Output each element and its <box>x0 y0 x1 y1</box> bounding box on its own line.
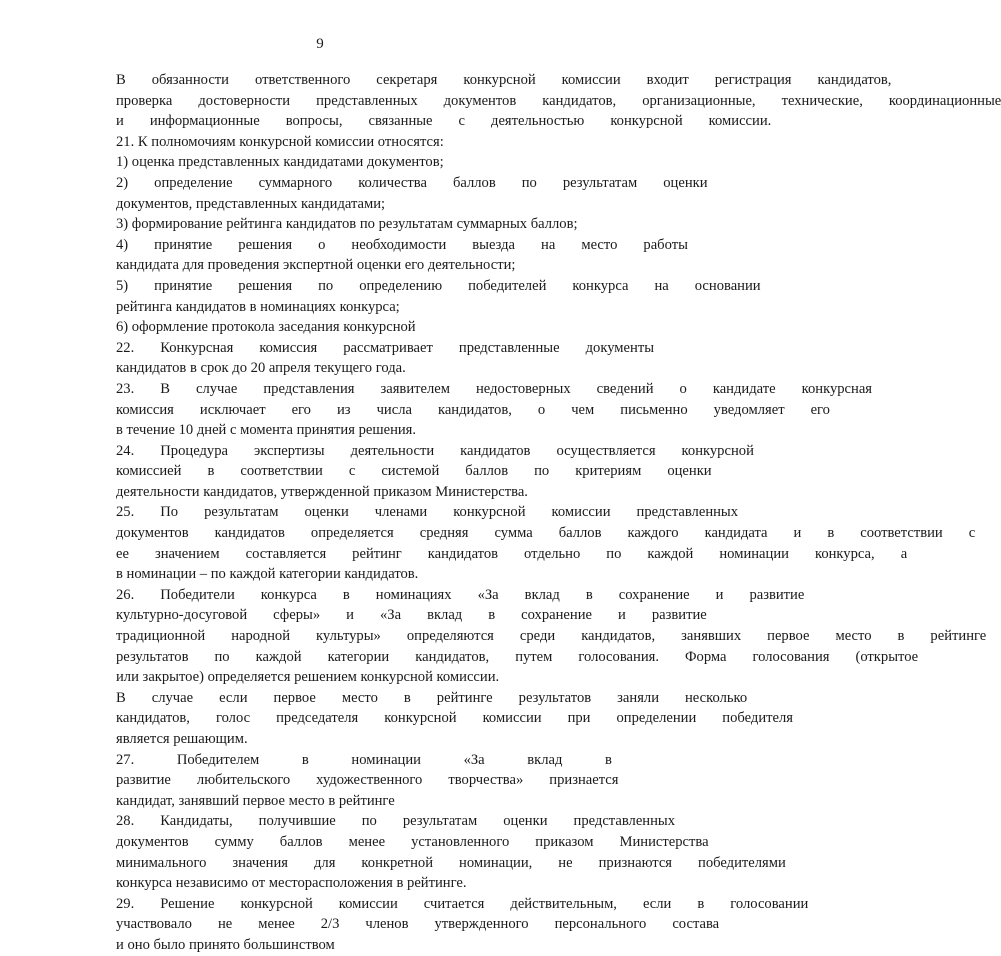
text-line: 25. По результатам оценки членами конкурсной комиссии представленных <box>116 504 739 521</box>
paragraph-26 <box>90 585 987 688</box>
paragraph-21-item-5 <box>90 276 761 317</box>
text-line: минимального значения для конкретной номинации, не признаются победителями <box>116 854 786 871</box>
text-line: деятельности кандидатов, утвержденной приказом Министерства. <box>116 483 528 500</box>
paragraph-23 <box>90 379 873 441</box>
text-line: комиссия исключает его из числа кандидатов, о чем письменно уведомляет его <box>116 401 830 418</box>
paragraph-24 <box>90 441 754 503</box>
page-number: 9 <box>316 36 324 52</box>
text-line: проверка достоверности представленных документов кандидатов, организационные, технические, координационные <box>116 92 1001 109</box>
paragraph-21-item-2 <box>90 173 708 214</box>
text-line: ее значением составляется рейтинг кандидатов отдельно по каждой номинации конкурса, а <box>116 545 908 562</box>
paragraph-21-item-6 <box>90 317 612 338</box>
text-line: результатов по каждой категории кандидатов, путем голосования. Форма голосования (открытое <box>116 648 919 665</box>
paragraph-21-item-4 <box>90 235 688 276</box>
text-line: 21. К полномочиям конкурсной комиссии относятся: <box>116 133 444 150</box>
paragraph-28 <box>90 811 786 893</box>
text-line: В случае если первое место в рейтинге результатов заняли несколько <box>116 689 748 706</box>
text-line: документов кандидатов определяется средняя сумма баллов каждого кандидата и в соответствии с <box>116 525 976 542</box>
text-line: конкурса независимо от месторасположения в рейтинге. <box>116 875 467 892</box>
text-line: рейтинга кандидатов в номинациях конкурса; <box>116 298 400 315</box>
text-line: 1) оценка представленных кандидатами документов; <box>116 154 444 171</box>
paragraph-25 <box>90 502 976 584</box>
text-line: 23. В случае представления заявителем недостоверных сведений о кандидате конкурсная <box>116 380 873 397</box>
paragraph-21 <box>90 132 612 153</box>
paragraph-21-item-1 <box>90 152 612 173</box>
text-line: 5) принятие решения по определению победителей конкурса на основании <box>116 277 761 294</box>
text-line: и оно было принято большинством <box>116 936 335 953</box>
text-line: участвовало не менее 2/3 членов утвержденного персонального состава <box>116 916 720 933</box>
text-line: комиссией в соответствии с системой баллов по критериям оценки <box>116 463 712 480</box>
text-line: 3) формирование рейтинга кандидатов по результатам суммарных баллов; <box>116 216 578 233</box>
text-line: кандидатов, голос председателя конкурсной комиссии при определении победителя <box>116 710 793 727</box>
text-line: культурно-досуговой сферы» и «За вклад в сохранение и развитие <box>116 607 707 624</box>
text-line: или закрытое) определяется решением конкурсной комиссии. <box>116 669 500 686</box>
text-line: 26. Победители конкурса в номинациях «За вклад в сохранение и развитие <box>116 586 805 603</box>
text-line: в номинации – по каждой категории кандидатов. <box>116 566 419 583</box>
text-line: 24. Процедура экспертизы деятельности кандидатов осуществляется конкурсной <box>116 442 754 459</box>
paragraph-22 <box>90 338 655 379</box>
text-line: 28. Кандидаты, получившие по результатам оценки представленных <box>116 813 676 830</box>
text-line: традиционной народной культуры» определяются среди кандидатов, занявших первое место в рейтинге <box>116 628 987 645</box>
text-line: В обязанности ответственного секретаря конкурсной комиссии входит регистрация кандидатов, <box>116 72 892 88</box>
paragraph-secretary-duties <box>90 70 1001 132</box>
paragraph-21-item-3 <box>90 214 612 235</box>
text-line: кандидат, занявший первое место в рейтинге <box>116 792 395 809</box>
paragraph-29 <box>90 894 809 956</box>
text-line: является решающим. <box>116 731 248 747</box>
text-line: 6) оформление протокола заседания конкурсной <box>116 319 416 336</box>
text-line: кандидатов в срок до 20 апреля текущего года. <box>116 360 406 377</box>
text-line: развитие любительского художественного творчества» признается <box>116 772 619 789</box>
text-line: кандидата для проведения экспертной оценки его деятельности; <box>116 257 516 274</box>
text-line: 27. Победителем в номинации «За вклад в <box>116 751 612 768</box>
text-line: документов сумму баллов менее установленного приказом Министерства <box>116 833 709 850</box>
paragraph-27 <box>90 750 619 812</box>
text-line: 22. Конкурсная комиссия рассматривает представленные документы <box>116 339 655 356</box>
text-line: и информационные вопросы, связанные с деятельностью конкурсной комиссии. <box>116 113 772 130</box>
text-line: 29. Решение конкурсной комиссии считается действительным, если в голосовании <box>116 895 809 912</box>
text-line: документов, представленных кандидатами; <box>116 195 386 212</box>
paragraph-26-tie-rule <box>90 688 793 750</box>
text-line: 4) принятие решения о необходимости выезда на место работы <box>116 236 688 253</box>
document-body <box>90 70 1001 956</box>
text-line: в течение 10 дней с момента принятия решения. <box>116 422 417 439</box>
text-line: 2) определение суммарного количества баллов по результатам оценки <box>116 174 708 191</box>
